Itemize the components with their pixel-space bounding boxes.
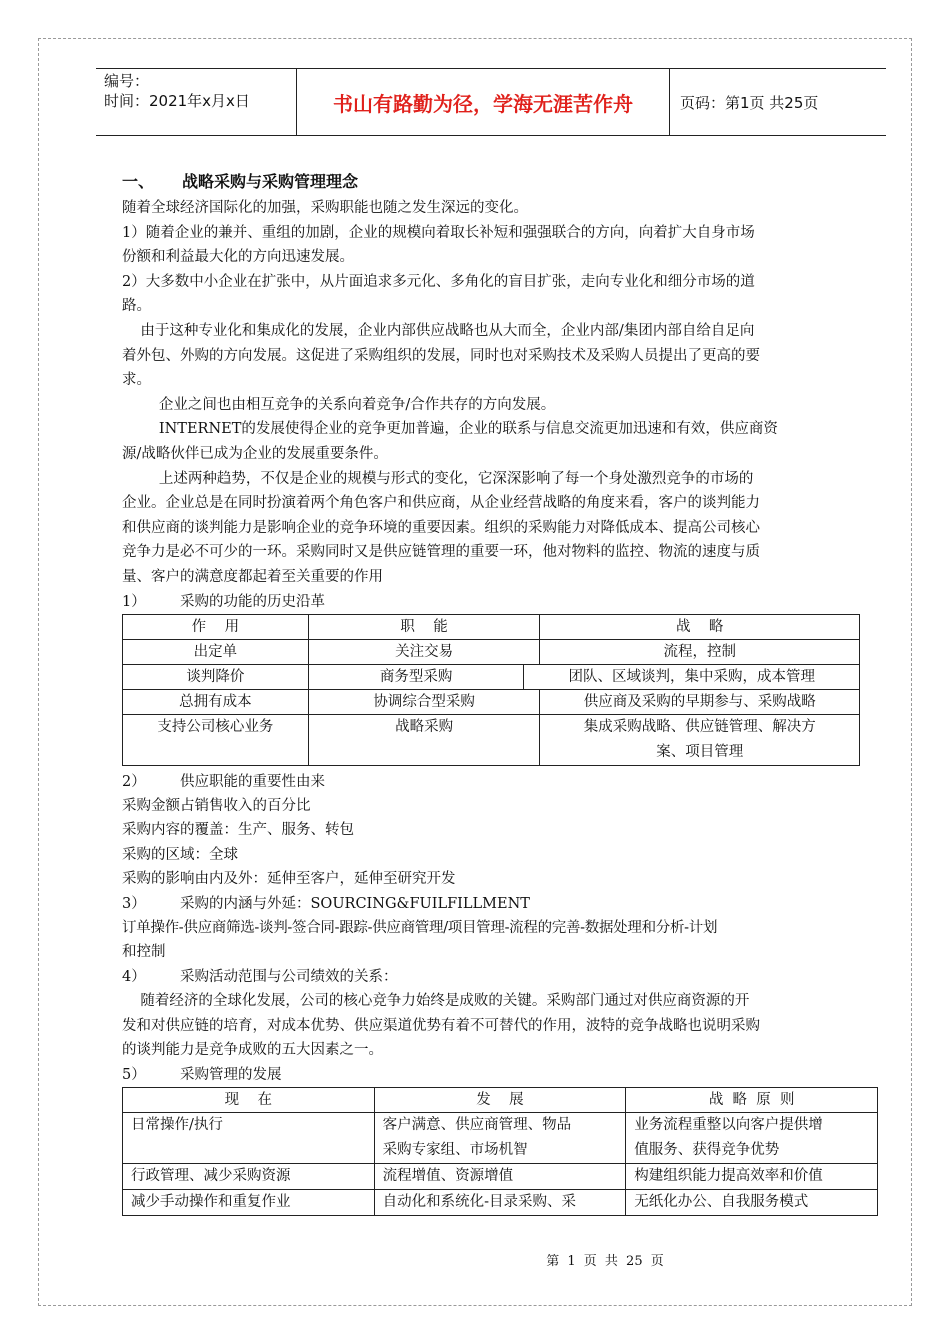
text-line: 订单操作-供应商筛选-谈判-签合同-跟踪-供应商管理/项目管理-流程的完善-数据处理和分析-计划 xyxy=(122,919,718,936)
text-line: 的谈判能力是竞争成败的五大因素之一。 xyxy=(122,1042,383,1059)
subheading-number: 5） xyxy=(122,1066,146,1083)
text-line: INTERNET的发展使得企业的竞争更加普遍，企业的联系与信息交流更加迅速和有效，供应商资 xyxy=(122,421,778,438)
table-cell: 自动化和系统化-目录采购、采 xyxy=(374,1189,626,1215)
text-line: 竞争力是必不可少的一环。采购同时又是供应链管理的重要一环，他对物料的监控、物流的速度与质 xyxy=(122,544,760,561)
subheading-text: 采购活动范围与公司绩效的关系： xyxy=(180,969,398,986)
text-line: 量、客户的满意度都起着至关重要的作用 xyxy=(122,568,383,585)
footer-page-number: 第 1 页 共 25 页 xyxy=(546,1254,664,1269)
subheading-text: 采购的内涵与外延：SOURCING&FUILFILLMENT xyxy=(180,895,530,912)
doc-number-label: 编号： xyxy=(104,72,150,90)
subheading-text: 采购管理的发展 xyxy=(180,1066,282,1083)
table-cell: 关注交易 xyxy=(308,639,540,664)
subheading-number: 1） xyxy=(122,593,146,610)
text-line: 采购的影响由内及外：延伸至客户，延伸至研究开发 xyxy=(122,871,456,888)
text-line: 源/战略伙伴已成为企业的发展重要条件。 xyxy=(122,445,388,462)
text-line: 企业之间也由相互竞争的关系向着竞争/合作共存的方向发展。 xyxy=(122,396,556,413)
text-line: 和控制 xyxy=(122,944,166,961)
table-cell: 战略采购 xyxy=(308,714,540,765)
subheading-5 xyxy=(122,1063,862,1087)
table-cell: 减少手动操作和重复作业 xyxy=(123,1189,375,1215)
paragraph-block-b xyxy=(122,794,862,892)
cell-line: 案、项目管理 xyxy=(656,743,744,760)
table-cell: 流程，控制 xyxy=(540,639,860,664)
table-header-row xyxy=(123,1087,878,1112)
table-cell: 日常操作/执行 xyxy=(123,1112,375,1163)
text-line: 企业。企业总是在同时扮演着两个角色客户和供应商，从企业经营战略的角度来看，客户的谈判能力 xyxy=(122,495,760,512)
text-line: 求。 xyxy=(122,372,151,389)
table-header-cell: 战 略 xyxy=(540,614,860,639)
section-number: 一、 xyxy=(122,172,155,191)
subheading-1 xyxy=(122,590,862,614)
text-line: 份额和利益最大化的方向迅速发展。 xyxy=(122,249,354,266)
section-heading xyxy=(122,168,862,196)
text-line: 采购的区域：全球 xyxy=(122,846,238,863)
table-row xyxy=(123,1112,878,1163)
table-cell: 支持公司核心业务 xyxy=(123,714,309,765)
text-line: 路。 xyxy=(122,298,151,315)
paragraph-block-c xyxy=(122,916,862,965)
table-row xyxy=(123,639,860,664)
cell-line: 客户满意、供应商管理、物品 xyxy=(382,1116,572,1133)
subheading-number: 4） xyxy=(122,969,146,986)
header-motto: 书山有路勤为径，学海无涯苦作舟 xyxy=(297,69,670,135)
table-header-cell: 现 在 xyxy=(123,1087,375,1112)
management-development-table xyxy=(122,1087,878,1216)
table-row xyxy=(123,1189,878,1215)
table-row xyxy=(123,714,860,765)
paragraph-block-d xyxy=(122,989,862,1063)
table-cell: 供应商及采购的早期参与、采购战略 xyxy=(540,689,860,714)
function-history-table xyxy=(122,614,860,766)
subheading-number: 3） xyxy=(122,895,146,912)
subheading-text: 供应职能的重要性由来 xyxy=(180,773,325,790)
text-line: 2）大多数中小企业在扩张中，从片面追求多元化、多角化的盲目扩张，走向专业化和细分市场的道 xyxy=(122,273,755,290)
table-cell: 出定单 xyxy=(123,639,309,664)
cell-line: 采购专家组、市场机智 xyxy=(382,1141,528,1158)
section-title: 战略采购与采购管理理念 xyxy=(182,172,359,191)
subheading-text: 采购的功能的历史沿革 xyxy=(180,593,325,610)
document-body xyxy=(122,168,862,1216)
table-cell: 构建组织能力提高效率和价值 xyxy=(626,1163,878,1189)
cell-line: 集成采购战略、供应链管理、解决方 xyxy=(583,718,816,735)
table-header-cell: 职 能 xyxy=(308,614,540,639)
table-header-cell: 战 略 原 则 xyxy=(626,1087,878,1112)
text-line: 上述两种趋势，不仅是企业的规模与形式的变化，它深深影响了每一个身处激烈竞争的市场的 xyxy=(122,470,754,487)
text-line: 随着全球经济国际化的加强，采购职能也随之发生深远的变化。 xyxy=(122,200,528,216)
page-footer xyxy=(0,1250,950,1269)
page-header xyxy=(96,68,886,136)
text-line: 1）随着企业的兼并、重组的加剧，企业的规模向着取长补短和强强联合的方向，向着扩大自身市场 xyxy=(122,224,755,241)
subheading-4 xyxy=(122,965,862,989)
cell-line: 值服务、获得竞争优势 xyxy=(634,1141,780,1158)
table-row xyxy=(123,664,860,689)
text-line: 发和对供应链的培育，对成本优势、供应渠道优势有着不可替代的作用，波特的竞争战略也说明采购 xyxy=(122,1017,760,1034)
table-cell-multiline xyxy=(626,1112,878,1163)
table-cell: 无纸化办公、自我服务模式 xyxy=(626,1189,878,1215)
table-cell: 总拥有成本 xyxy=(123,689,309,714)
header-meta xyxy=(96,69,297,135)
subheading-3 xyxy=(122,892,862,916)
text-line: 由于这种专业化和集成化的发展，企业内部供应战略也从大而全，企业内部/集团内部自给自足向 xyxy=(122,322,755,339)
table-header-row xyxy=(123,614,860,639)
table-header-cell: 发 展 xyxy=(374,1087,626,1112)
table-cell-multiline xyxy=(374,1112,626,1163)
subheading-number: 2） xyxy=(122,773,146,790)
text-line: 采购内容的覆盖：生产、服务、转包 xyxy=(122,822,354,839)
table-cell: 谈判降价 xyxy=(123,664,309,689)
table-cell: 团队、区域谈判，集中采购，成本管理 xyxy=(524,664,860,689)
table-cell: 协调综合型采购 xyxy=(308,689,540,714)
table-row xyxy=(123,689,860,714)
table-cell: 流程增值、资源增值 xyxy=(374,1163,626,1189)
text-line: 和供应商的谈判能力是影响企业的竞争环境的重要因素。组织的采购能力对降低成本、提高公司核心 xyxy=(122,519,760,536)
text-line: 随着经济的全球化发展，公司的核心竞争力始终是成败的关键。采购部门通过对供应商资源的开 xyxy=(122,993,750,1010)
text-line: 着外包、外购的方向发展。这促进了采购组织的发展，同时也对采购技术及采购人员提出了更高的要 xyxy=(122,347,760,364)
header-page-label: 页码：第1页 共25页 xyxy=(680,93,819,112)
table-cell-multiline xyxy=(540,714,860,765)
text-line: 采购金额占销售收入的百分比 xyxy=(122,797,311,814)
doc-time-label: 时间：2021年x月x日 xyxy=(104,92,250,110)
table-cell: 商务型采购 xyxy=(308,664,524,689)
subheading-2 xyxy=(122,770,862,794)
table-header-cell: 作 用 xyxy=(123,614,309,639)
paragraph-block-a xyxy=(122,196,862,590)
cell-line: 业务流程重整以向客户提供增 xyxy=(634,1116,823,1133)
table-row xyxy=(123,1163,878,1189)
table-cell: 行政管理、减少采购资源 xyxy=(123,1163,375,1189)
